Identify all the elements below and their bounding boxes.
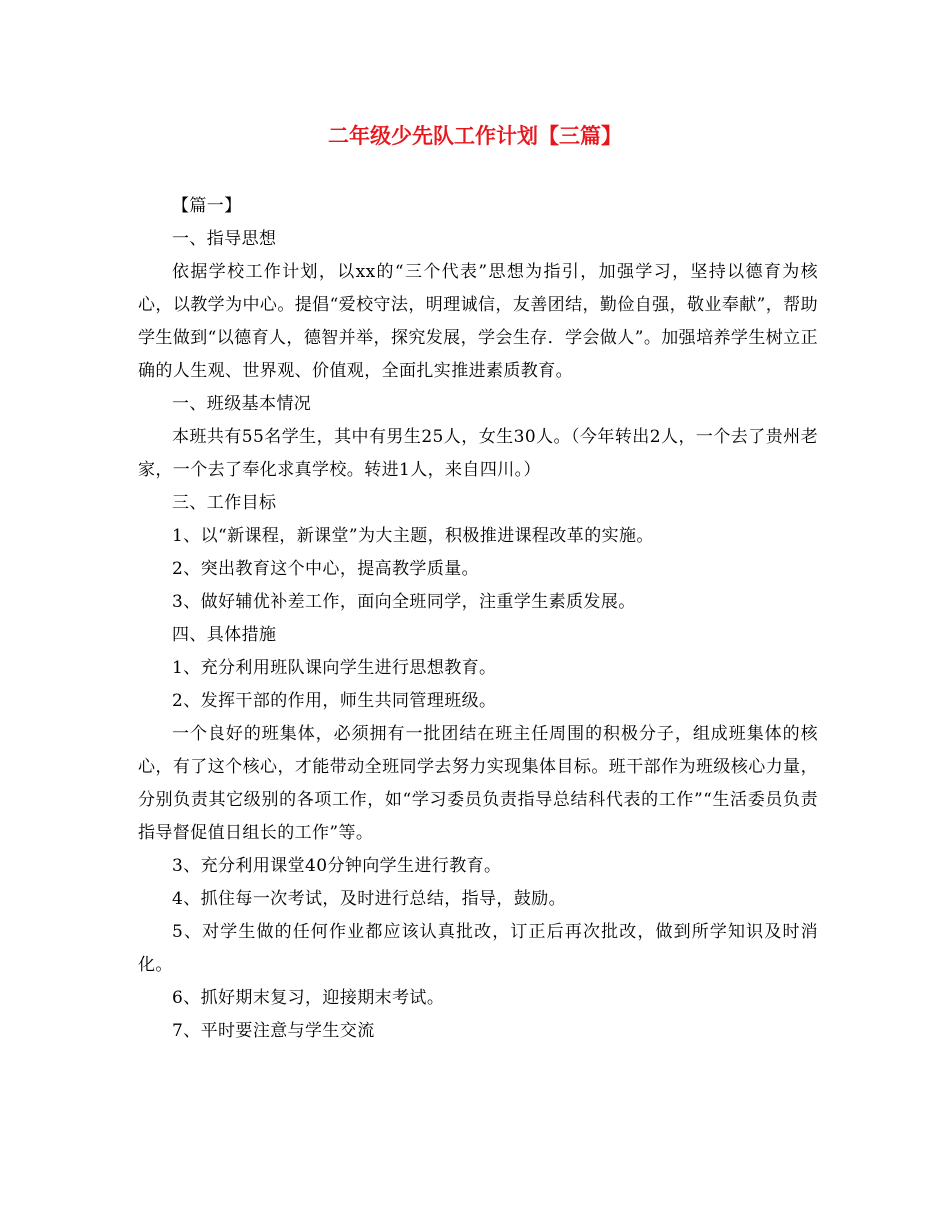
heading-work-goals: 三、工作目标 xyxy=(172,493,277,513)
list-item-measure-4: 4、抓住每一次考试，及时进行总结，指导，鼓励。 xyxy=(172,889,567,909)
paragraph-class-basics: 本班共有55名学生，其中有男生25人，女生30人。（今年转出2人，一个去了贵州老家，一个去了奉化求真学校。转进1人，来自四川。） xyxy=(138,427,818,480)
list-item-measure-7: 7、平时要注意与学生交流 xyxy=(172,1021,375,1041)
document-body xyxy=(138,190,818,1048)
paragraph-section-label: 【篇一】 xyxy=(172,196,242,216)
heading-measures: 四、具体措施 xyxy=(172,625,277,645)
list-item-measure-2: 2、发挥干部的作用，师生共同管理班级。 xyxy=(172,691,497,711)
list-item-goal-2: 2、突出教育这个中心，提高教学质量。 xyxy=(172,559,480,579)
list-item-goal-3: 3、做好辅优补差工作，面向全班同学，注重学生素质发展。 xyxy=(172,592,636,612)
list-item-measure-1: 1、充分利用班队课向学生进行思想教育。 xyxy=(172,658,497,678)
list-item-measure-3: 3、充分利用课堂40分钟向学生进行教育。 xyxy=(172,856,502,876)
heading-class-basics: 一、班级基本情况 xyxy=(172,394,312,414)
paragraph-guiding-ideology: 依据学校工作计划，以xx的“三个代表”思想为指引，加强学习，坚持以德育为核心，以教学为中心。提倡“爱校守法，明理诚信，友善团结，勤俭自强，敬业奉献”，帮助学生做到“以德育人，德智并举，探究发展，学会生存．学会做人”。加强培养学生树立正确的人生观、世界观、价值观，全面扎实推进素质教育。 xyxy=(138,262,818,381)
heading-guiding-ideology: 一、指导思想 xyxy=(172,229,277,249)
list-item-measure-6: 6、抓好期末复习，迎接期末考试。 xyxy=(172,988,445,1008)
list-item-measure-5: 5、对学生做的任何作业都应该认真批改，订正后再次批改，做到所学知识及时消化。 xyxy=(138,922,818,975)
document-title: 二年级少先队工作计划【三篇】 xyxy=(328,123,622,148)
list-item-goal-1: 1、以“新课程，新课堂”为大主题，积极推进课程改革的实施。 xyxy=(172,526,654,546)
paragraph-class-collective: 一个良好的班集体，必须拥有一批团结在班主任周围的积极分子，组成班集体的核心，有了这个核心，才能带动全班同学去努力实现集体目标。班干部作为班级核心力量，分别负责其它级别的各项工作，如“学习委员负责指导总结科代表的工作”“生活委员负责指导督促值日组长的工作”等。 xyxy=(138,724,818,843)
